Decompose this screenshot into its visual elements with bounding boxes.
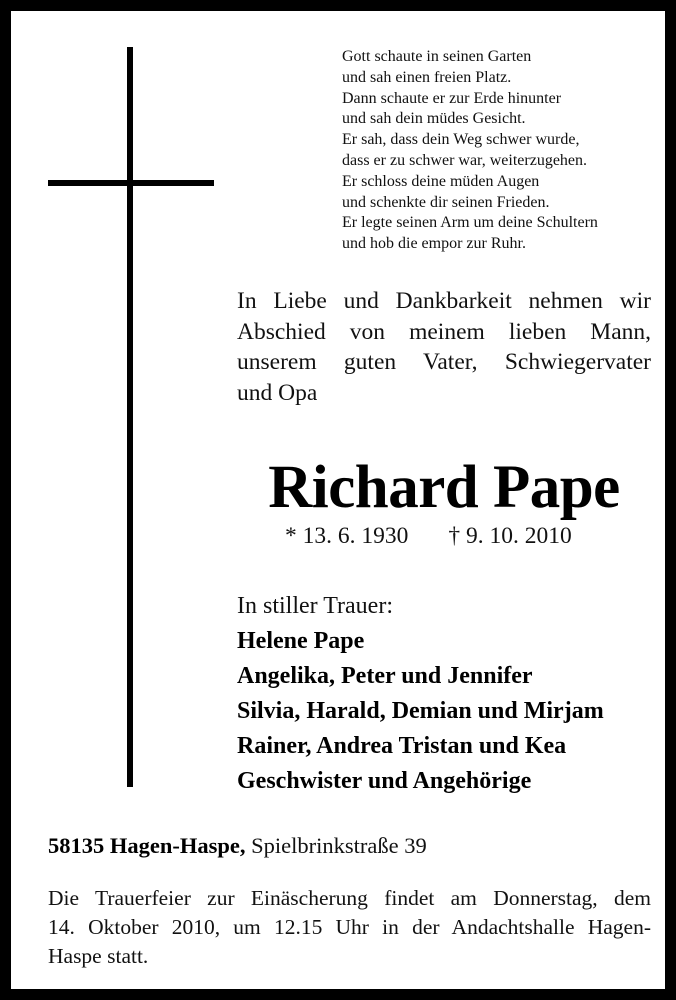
- address-street: Spielbrinkstraße 39: [251, 833, 427, 858]
- cross-horizontal-beam: [48, 180, 214, 186]
- poem-line: und schenkte dir seinen Frieden.: [342, 193, 550, 211]
- obituary-notice: [11, 11, 665, 989]
- family-address: [48, 831, 427, 861]
- death-date: † 9. 10. 2010: [448, 523, 572, 549]
- poem-line: und sah einen freien Platz.: [342, 68, 512, 86]
- memorial-poem: [342, 47, 598, 255]
- poem-line: und hob die empor zur Ruhr.: [342, 235, 526, 253]
- service-line: Haspe statt.: [48, 944, 149, 968]
- mourning-label: In stiller Trauer:: [237, 593, 393, 619]
- farewell-intro: [237, 286, 651, 408]
- deceased-name: Richard Pape: [268, 454, 620, 521]
- mourner-name: Geschwister und Angehörige: [237, 768, 532, 794]
- birth-date: * 13. 6. 1930: [285, 523, 409, 549]
- poem-line: dass er zu schwer war, weiterzugehen.: [342, 151, 588, 169]
- poem-line: Er schloss deine müden Augen: [342, 172, 540, 190]
- mourners-list: [237, 589, 604, 799]
- mourner-name: Angelika, Peter und Jennifer: [237, 663, 533, 689]
- intro-line: und Opa: [237, 379, 318, 406]
- poem-line: Er legte seinen Arm um deine Schultern: [342, 214, 598, 232]
- mourner-name: Rainer, Andrea Tristan und Kea: [237, 733, 567, 759]
- intro-line: In Liebe und Dankbarkeit nehmen wir: [237, 288, 651, 314]
- mourner-name: Silvia, Harald, Demian und Mirjam: [237, 698, 604, 724]
- mourner-name: Helene Pape: [237, 628, 365, 654]
- poem-line: Dann schaute er zur Erde hinunter: [342, 89, 562, 107]
- life-dates: [285, 521, 572, 551]
- cross-vertical-beam: [127, 47, 133, 787]
- poem-line: Er sah, dass dein Weg schwer wurde,: [342, 131, 580, 149]
- address-place: 58135 Hagen-Haspe,: [48, 833, 246, 858]
- intro-line: unserem guten Vater, Schwiegervater: [237, 349, 651, 375]
- service-line: Die Trauerfeier zur Einäscherung findet am Donnerstag, dem: [48, 886, 651, 910]
- poem-line: und sah dein müdes Gesicht.: [342, 110, 526, 128]
- intro-line: Abschied von meinem lieben Mann,: [237, 318, 651, 345]
- service-line: 14. Oktober 2010, um 12.15 Uhr in der Andachtshalle Hagen-: [48, 915, 651, 939]
- funeral-service-info: [48, 884, 651, 971]
- poem-line: Gott schaute in seinen Garten: [342, 48, 532, 65]
